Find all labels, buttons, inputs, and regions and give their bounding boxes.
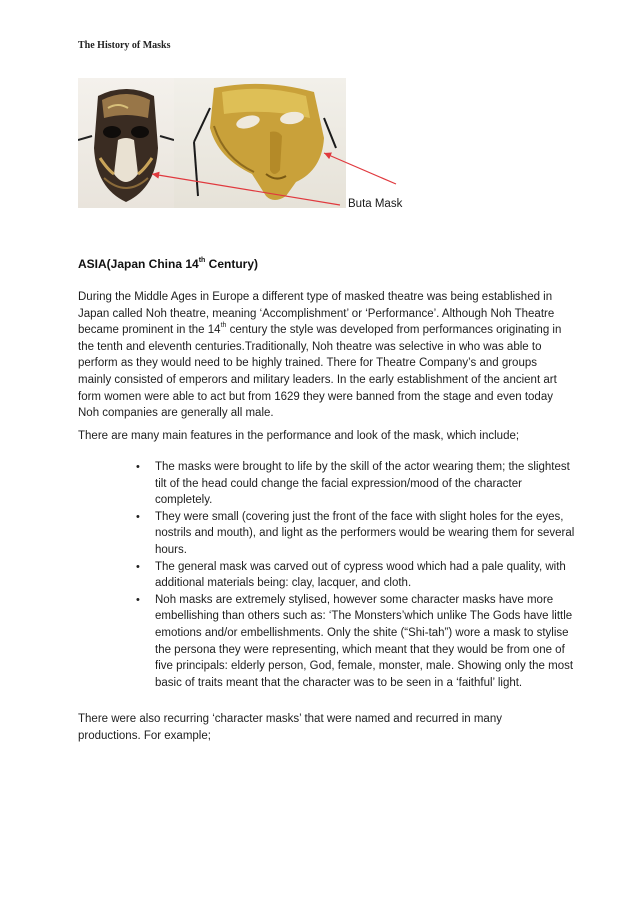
gold-bauta-mask-image [174,78,346,208]
list-item-text: Noh masks are extremely stylised, however some character masks have more embellishing than others such as: ‘The Monsters’which unlike The Gods have little emotions and/or embellishments. Only the shite (“Shi-tah”) wore a mask to stylise the persona they were representing, which meant that they would be from one of five principals: elderly person, God, female, monster, male. Showing only the most basic of traits meant that the character was to be seen in a ‘faithful’ light. [155,593,574,689]
figure-caption: Buta Mask [348,198,403,210]
running-header: The History of Masks [78,40,171,51]
heading-text-pre: ASIA(Japan China 14 [78,257,199,271]
gold-bauta-mask-drawing [174,78,346,208]
paragraph-noh-history [78,289,568,422]
list-item [0,459,575,509]
dark-beaked-mask-image [78,78,174,208]
list-item-text: The masks were brought to life by the skill of the actor wearing them; the slightest tilt of the head could change the facial expression/mood of the character completely. [155,461,570,507]
feature-bullet-list [0,459,638,691]
section-heading [78,257,258,271]
paragraph-part-1: During the Middle Ages in Europe a different type of masked theatre was being established in Japan called Noh theatre, meaning ‘Accomplishment’ or ‘Performance’. Although Noh Theatre became prominent in the 14 [78,291,555,337]
paragraph-part-2: century the style was developed from performances originating in the tenth and eleventh centuries.Traditionally, Noh theatre was selective in who was able to perform as they would need to be highly trained. There for Theatre Company’s and groups mainly consisted of emperors and military leaders. In the early establishment of the ancient art form women were able to act but from 1629 they were banned from the stage and even today Noh companies are generally all male. [78,324,562,420]
heading-text-post: Century) [205,257,258,271]
list-item [0,592,575,692]
paragraph-superscript: th [220,322,227,330]
bullet-glyph: • [136,461,140,473]
list-item-text: The general mask was carved out of cypress wood which had a pale quality, with additional materials being: clay, lacquer, and cloth. [155,560,566,590]
heading-superscript: th [198,257,206,264]
bullet-glyph: • [136,593,140,606]
bullet-glyph: • [136,510,140,523]
list-item [0,509,575,559]
dark-beaked-mask-drawing [78,78,174,208]
list-item-text: They were small (covering just the front of the face with slight holes for the eyes, nostrils and mouth), and light as the performers would be wearing them for several hours. [155,510,575,556]
list-item [0,559,575,592]
paragraph-features-intro: There are many main features in the performance and look of the mask, which include; [78,430,520,442]
bullet-glyph: • [136,560,140,573]
paragraph-character-masks: There were also recurring ‘character masks’ that were named and recurred in many productions. For example; [78,713,502,742]
